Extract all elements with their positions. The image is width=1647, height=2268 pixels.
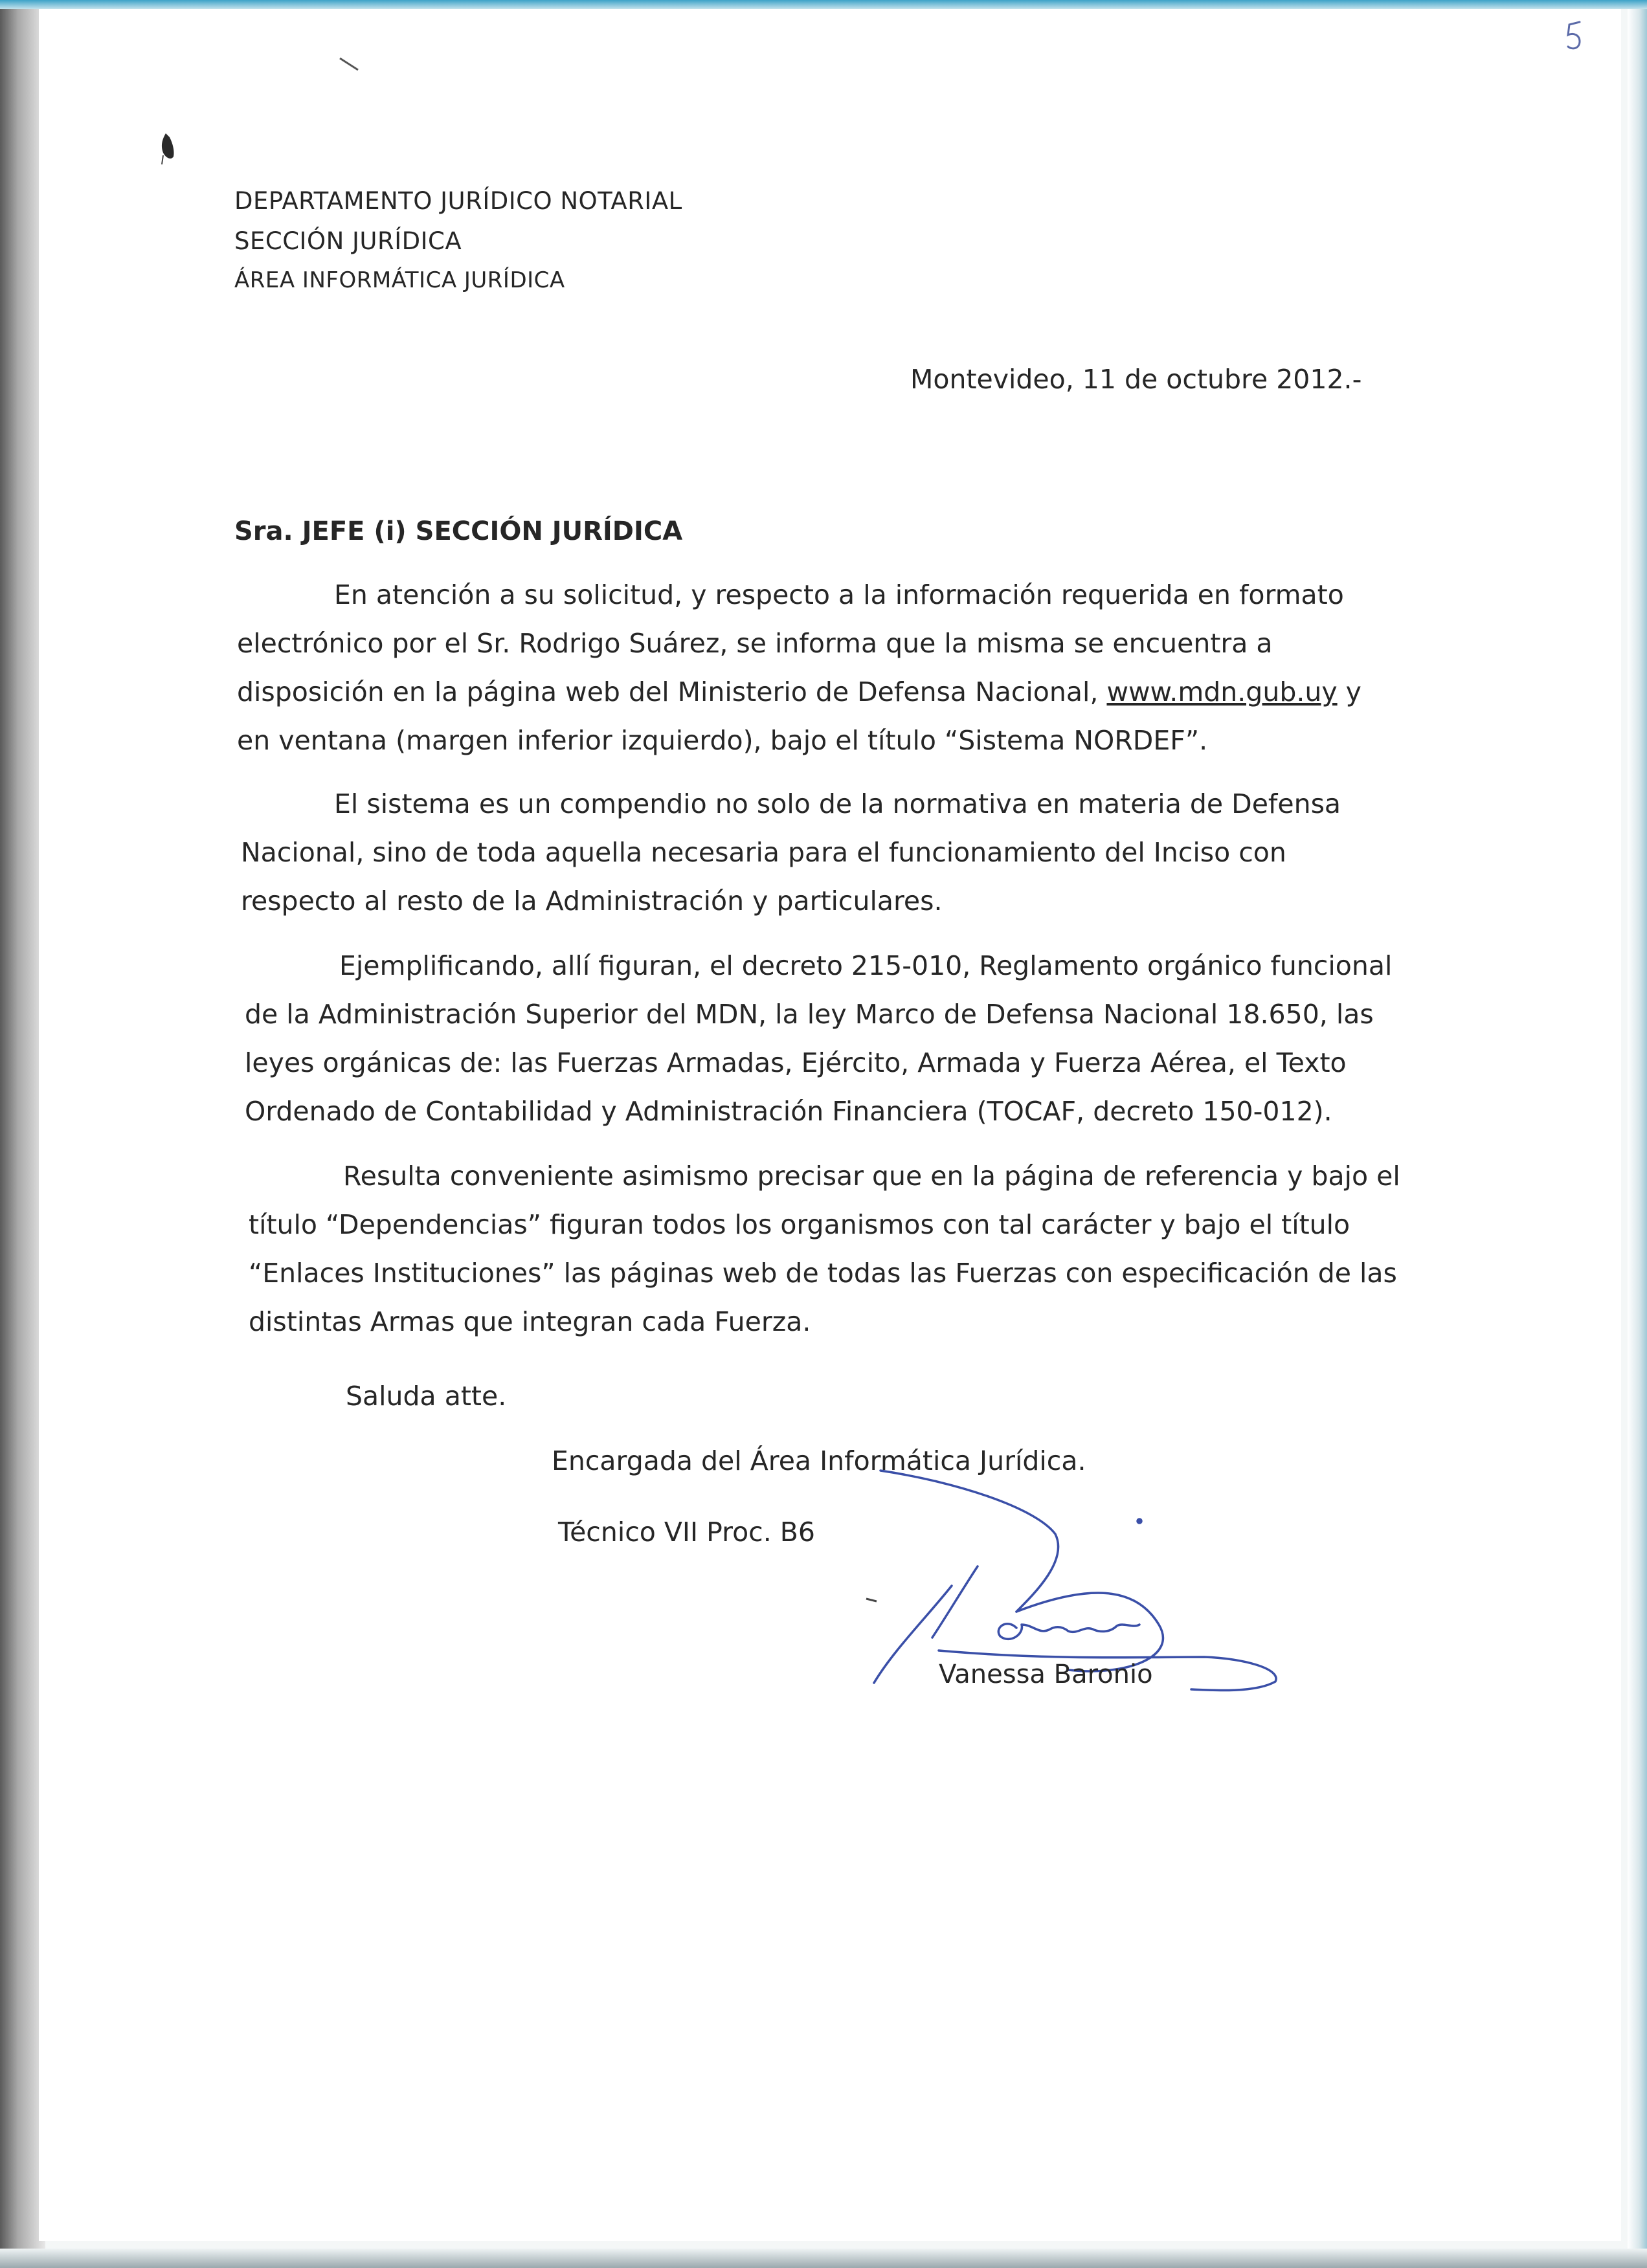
stray-mark bbox=[339, 57, 361, 72]
paragraph-1-line-1: En atención a su solicitud, y respecto a la información requerida en formato bbox=[334, 579, 1344, 610]
section-heading: SECCIÓN JURÍDICA bbox=[234, 227, 462, 255]
paragraph-3-line-2: de la Administración Superior del MDN, la ley Marco de Defensa Nacional 18.650, las bbox=[245, 999, 1374, 1030]
paragraph-1-line-4: en ventana (margen inferior izquierdo), bajo el título “Sistema NORDEF”. bbox=[237, 725, 1208, 756]
signatory-name: Vanessa Baronio bbox=[939, 1660, 1153, 1689]
signatory-rank: Técnico VII Proc. B6 bbox=[558, 1517, 816, 1548]
paragraph-1-line-3-text: disposición en la página web del Ministerio de Defensa Nacional, bbox=[237, 676, 1107, 707]
mdn-website-link[interactable]: www.mdn.gub.uy bbox=[1106, 676, 1338, 707]
paragraph-2-line-1: El sistema es un compendio no solo de la normativa en materia de Defensa bbox=[334, 788, 1341, 819]
paragraph-4-line-4: distintas Armas que integran cada Fuerza. bbox=[249, 1306, 811, 1337]
scan-bottom-edge bbox=[0, 2249, 1647, 2268]
paragraph-2-line-3: respecto al resto de la Administración y particulares. bbox=[241, 885, 943, 917]
paragraph-2-line-2: Nacional, sino de toda aquella necesaria para el funcionamiento del Inciso con bbox=[241, 837, 1286, 868]
closing-salutation: Saluda atte. bbox=[346, 1381, 507, 1412]
paragraph-1-line-3 bbox=[237, 668, 1361, 717]
signatory-role: Encargada del Área Informática Jurídica. bbox=[552, 1445, 1086, 1476]
paragraph-3-line-3: leyes orgánicas de: las Fuerzas Armadas, Ejército, Armada y Fuerza Aérea, el Texto bbox=[245, 1047, 1347, 1078]
paragraph-4-line-1: Resulta conveniente asimismo precisar que en la página de referencia y bajo el bbox=[343, 1161, 1400, 1192]
punch-hole-mark bbox=[159, 132, 176, 166]
scan-top-edge bbox=[0, 0, 1647, 9]
department-heading: DEPARTAMENTO JURÍDICO NOTARIAL bbox=[234, 187, 682, 215]
handwritten-page-number bbox=[1562, 18, 1587, 57]
area-heading: ÁREA INFORMÁTICA JURÍDICA bbox=[234, 267, 565, 293]
paragraph-4-line-2: título “Dependencias” figuran todos los organismos con tal carácter y bajo el título bbox=[249, 1209, 1350, 1240]
paragraph-4-line-3: “Enlaces Instituciones” las páginas web de todas las Fuerzas con especificación de las bbox=[249, 1258, 1397, 1289]
paragraph-1-line-3-end: y bbox=[1337, 676, 1361, 707]
paragraph-3-line-4: Ordenado de Contabilidad y Administración Financiera (TOCAF, decreto 150-012). bbox=[245, 1096, 1332, 1127]
letter-date: Montevideo, 11 de octubre 2012.- bbox=[910, 364, 1362, 395]
addressee: Sra. JEFE (i) SECCIÓN JURÍDICA bbox=[234, 517, 683, 546]
handwritten-signature bbox=[855, 1463, 1295, 1709]
paragraph-1-line-2: electrónico por el Sr. Rodrigo Suárez, se informa que la misma se encuentra a bbox=[237, 628, 1273, 659]
scan-right-edge bbox=[1628, 0, 1647, 2268]
paragraph-3-line-1: Ejemplificando, allí figuran, el decreto 215-010, Reglamento orgánico funcional bbox=[339, 950, 1393, 981]
